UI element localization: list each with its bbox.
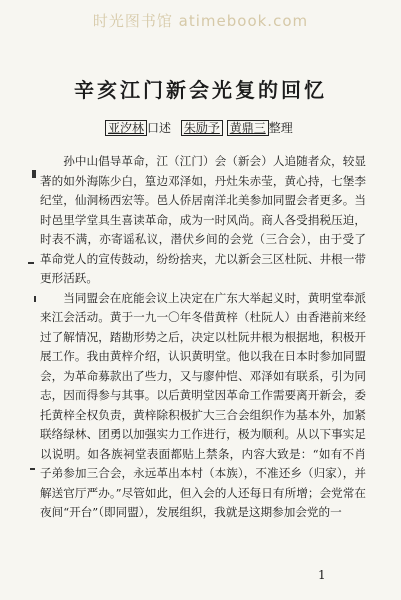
scan-mark-4 bbox=[30, 468, 35, 470]
author-verb-compiled: 整理 bbox=[268, 121, 293, 135]
author-line bbox=[105, 119, 355, 136]
paragraph-1: 孙中山倡导革命，江（江门）会（新会）人追随者众，较显著的如外海陈少白，篁边邓泽如，丹灶朱赤莹，黄心持，七堡李纪堂，仙洞杨西宏等。邑人侨居南洋北美参加同盟会者更多。当时邑里学堂具生喜读革命，成为一时风尚。商人各受捐税压迫，时表不满，亦寄谣私议，潜伏乡间的会党（三合会），由于受了革命党人的宣传鼓动，纷纷捨夹，尤以新会三区杜阮、井根一带更形活跃。 bbox=[40, 154, 366, 285]
article-body bbox=[40, 152, 366, 523]
author-verb-dictated: 口述 bbox=[147, 121, 172, 135]
author-name-3: 黄鼎三 bbox=[227, 120, 269, 136]
paragraph-2: 当同盟会在庇能会议上决定在广东大举起义时，黄明堂奉派来江会活动。黄于一九一〇年冬借黄梓（杜阮人）由香港前来经过了解情况，踏勘形势之后，决定以杜阮井根为根据地，积极开展工作。我由黄梓介绍，认识黄明堂。他以我在日本时参加同盟会，为革命募款出了些力，又与廖仲恺、邓泽如有联系，引为同志，因而得参与其事。以后黄明堂因革命工作需要离开新会，委托黄梓全权负责，黄梓除积极扩大三合会组织作为基本外，加紧联络绿林、团勇以加强实力工作进行，极为顺利。从以下事实足以说明。如各族祠堂表面都贴上禁条，内容大致是：“如有不肖子弟参加三合会，永远革出本村（本族），不准还乡（归家），并解送官厅严办。”尽管如此，但入会的人还每日有所增；会党常在夜间“开台”（即同盟），发展组织，我就是这期参加会党的一 bbox=[40, 290, 366, 519]
article-title: 辛亥江门新会光复的回忆 bbox=[74, 78, 327, 102]
author-name-1: 亚汐林 bbox=[105, 120, 147, 136]
scan-mark-3 bbox=[34, 296, 36, 302]
author-name-2: 朱励予 bbox=[181, 120, 223, 136]
watermark: 时光图书馆 atimebook.com bbox=[92, 12, 309, 30]
scan-mark-2 bbox=[28, 262, 34, 264]
scan-mark-1 bbox=[32, 170, 36, 178]
page-number: 1 bbox=[318, 568, 326, 582]
